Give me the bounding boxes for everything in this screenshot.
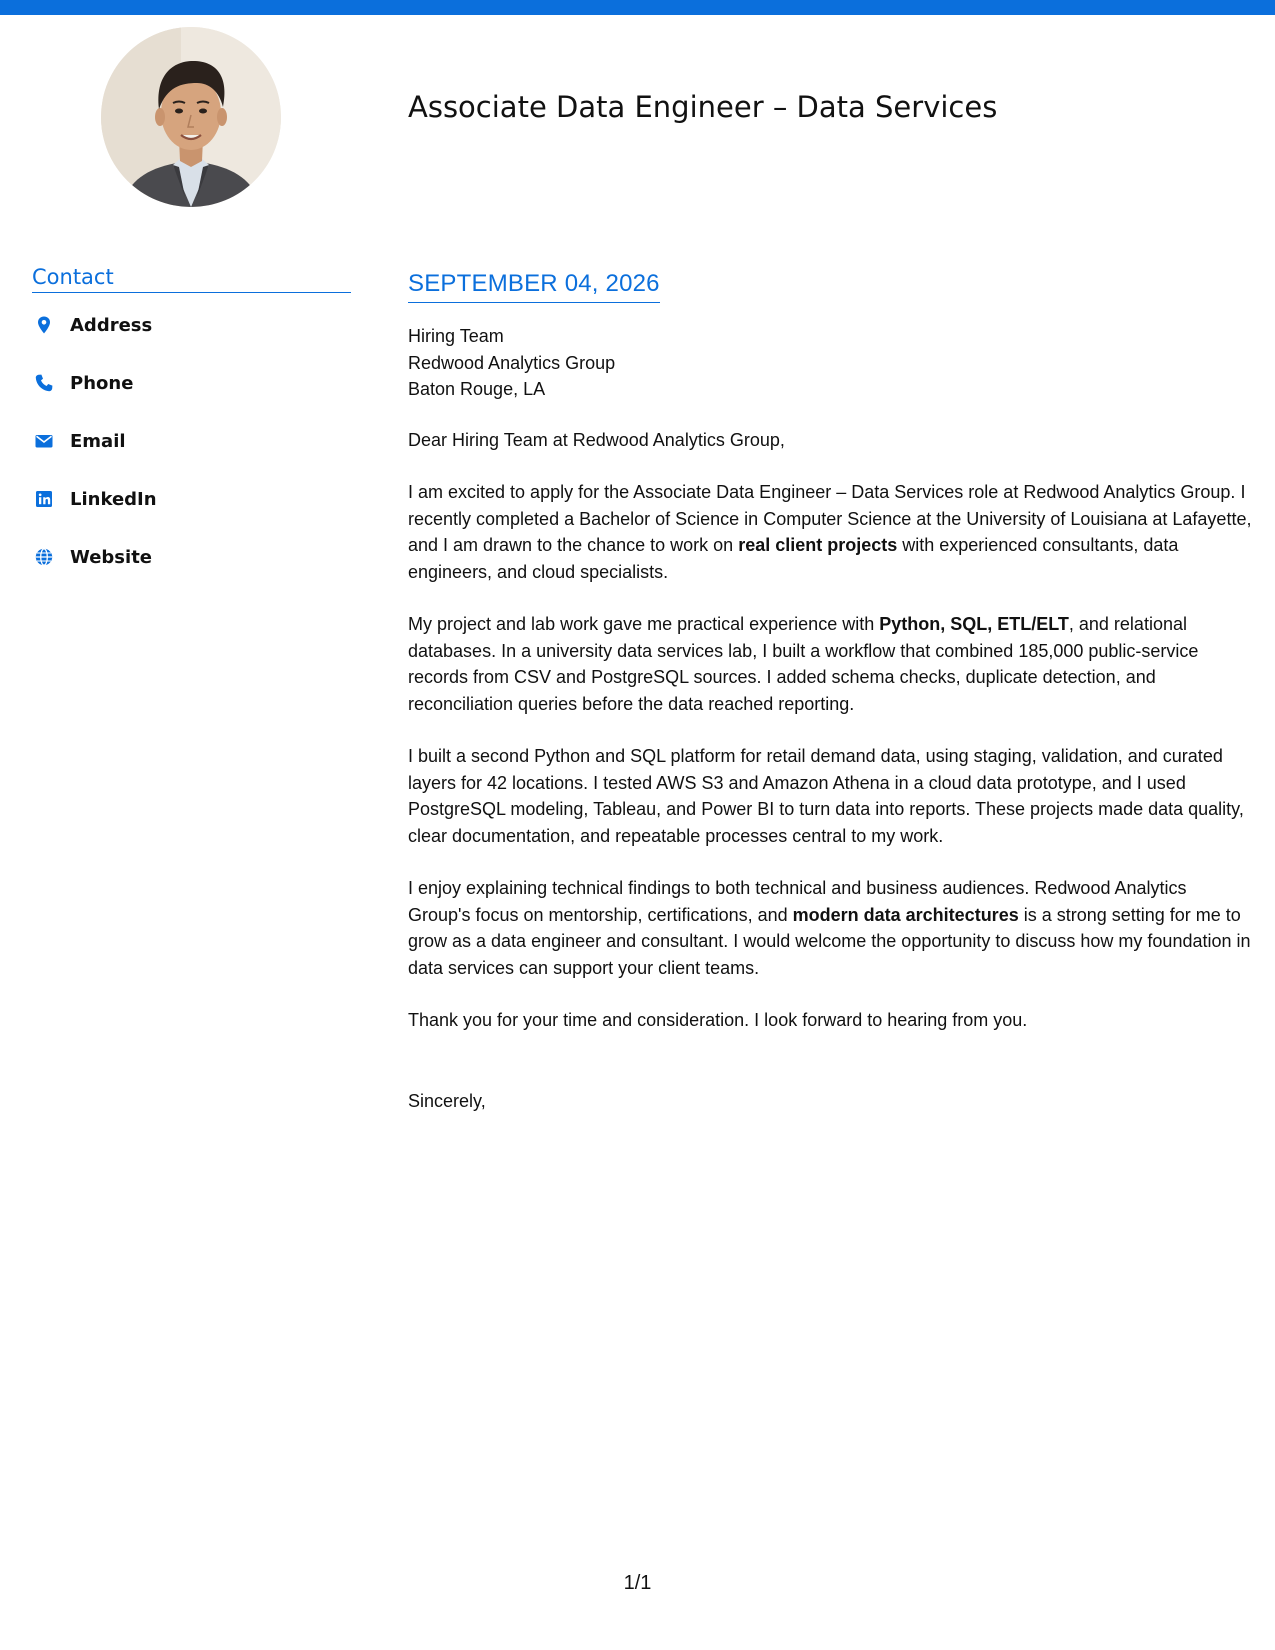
body-paragraph-4: I enjoy explaining technical findings to both technical and business audiences. Redwood Analytics Group's focus on mentorship, certifications, and modern data architectures is a strong setting for me to grow as a data engineer and consultant. I would welcome the opportunity to discuss how my foundation in data services can support your client teams. xyxy=(408,878,1251,978)
highlight-text: Python, SQL, ETL/ELT xyxy=(879,614,1069,634)
profile-photo xyxy=(101,27,281,207)
phone-icon xyxy=(33,372,55,394)
job-title: Associate Data Engineer – Data Services xyxy=(408,90,998,124)
recipient-line: Redwood Analytics Group xyxy=(408,352,616,373)
contact-item-website[interactable] xyxy=(32,528,351,586)
contact-label-address: Address xyxy=(70,314,153,336)
contact-item-linkedin[interactable] xyxy=(32,470,351,528)
body-paragraph-2: My project and lab work gave me practical experience with Python, SQL, ETL/ELT, and relational databases. In a university data services lab, I built a workflow that combined 185,000 public-service records from CSV and PostgreSQL sources. I added schema checks, duplicate detection, and reconciliation queries before the data reached reporting. xyxy=(408,614,1199,714)
highlight-text: modern data architectures xyxy=(792,904,1019,925)
contact-item-address[interactable] xyxy=(32,296,351,354)
contact-label-linkedin: LinkedIn xyxy=(70,488,157,510)
contact-label-email: Email xyxy=(70,430,126,452)
salutation: Dear Hiring Team at Redwood Analytics Group, xyxy=(408,429,785,450)
highlight-text: real client projects xyxy=(738,535,898,555)
body-paragraph-1: I am excited to apply for the Associate Data Engineer – Data Services role at Redwood Analytics Group. I recently completed a Bachelor of Science in Computer Science at the University of Louisiana at Lafayette, and I am drawn to the chance to work on real client projects with experienced consultants, data engineers, and cloud specialists. xyxy=(408,482,1252,582)
recipient-line: Baton Rouge, LA xyxy=(408,379,546,399)
signoff: Sincerely, xyxy=(408,1090,486,1111)
contact-item-phone[interactable] xyxy=(32,354,351,412)
contact-label-phone: Phone xyxy=(70,372,134,394)
contact-sidebar xyxy=(32,265,351,586)
top-accent-bar xyxy=(0,0,1275,15)
contact-item-email[interactable] xyxy=(32,412,351,470)
letter-date: SEPTEMBER 04, 2026 xyxy=(408,270,660,303)
recipient-line: Hiring Team xyxy=(408,326,504,346)
avatar xyxy=(101,27,281,207)
letter-body xyxy=(408,270,1253,1114)
envelope-icon xyxy=(33,430,55,452)
body-paragraph-3: I built a second Python and SQL platform for retail demand data, using staging, validation, and curated layers for 42 locations. I tested AWS S3 and Amazon Athena in a cloud data prototype, and I used PostgreSQL modeling, Tableau, and Power BI to turn data into reports. These projects made data quality, clear documentation, and repeatable processes central to my work. xyxy=(408,746,1244,846)
map-pin-icon xyxy=(33,314,55,336)
globe-icon xyxy=(33,546,55,568)
contact-heading: Contact xyxy=(32,265,351,293)
closing-paragraph: Thank you for your time and consideration. I look forward to hearing from you. xyxy=(408,1010,1028,1030)
recipient-block xyxy=(408,323,1253,403)
linkedin-icon xyxy=(33,488,55,510)
page-number: 1/1 xyxy=(623,1572,652,1594)
contact-label-website: Website xyxy=(70,546,153,568)
